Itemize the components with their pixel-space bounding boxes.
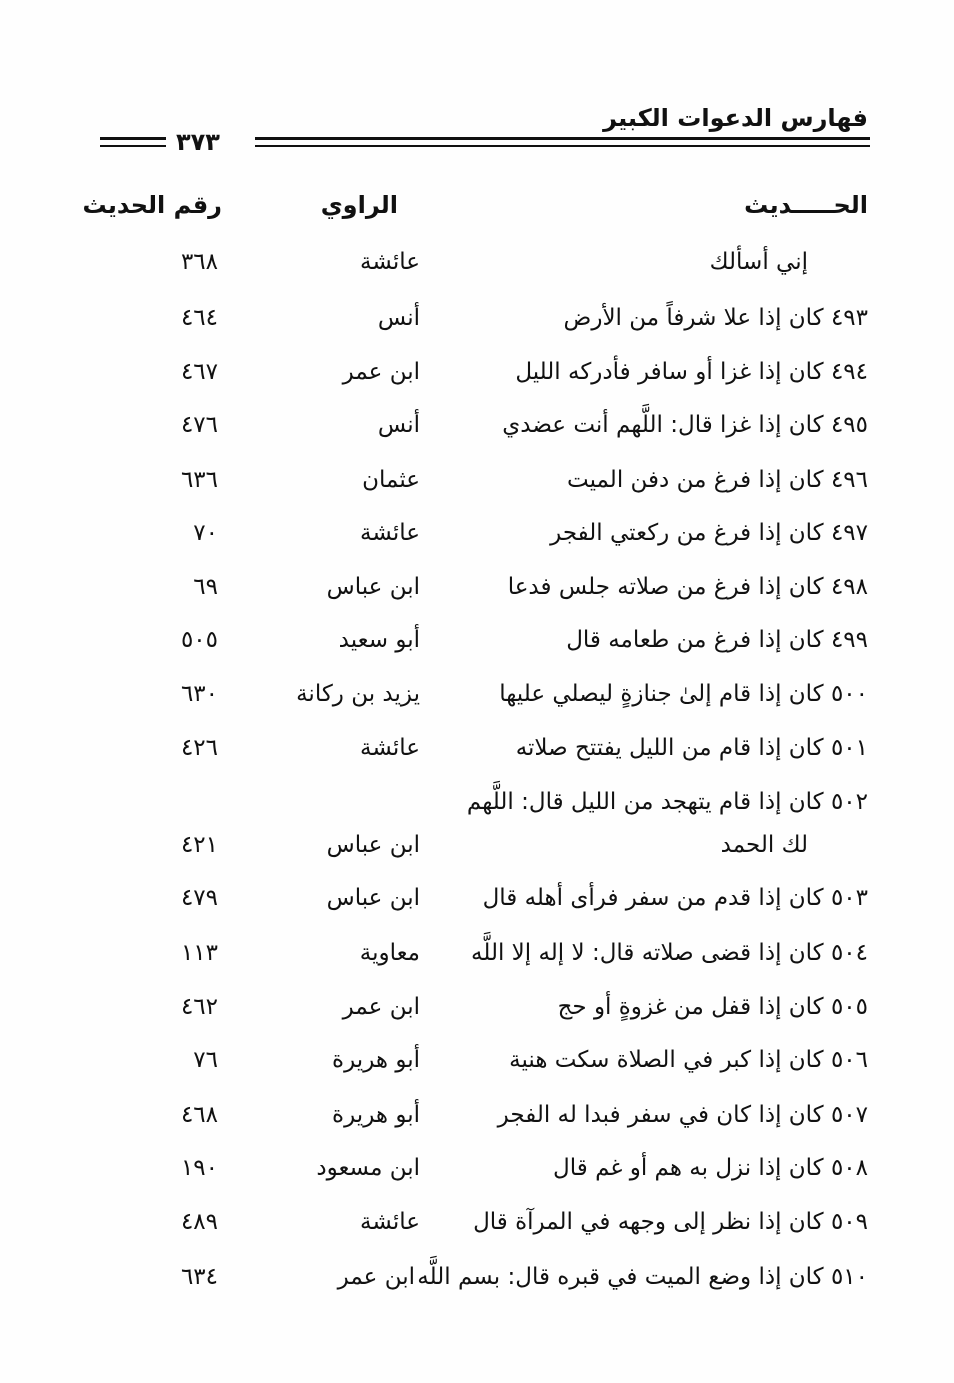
hadith-number: ٤٦٨ <box>180 1102 218 1128</box>
hadith-text: ٤٩٨ كان إذا فرغ من صلاته جلس فدعا <box>507 574 868 600</box>
hadith-number: ٤٨٩ <box>180 1209 218 1235</box>
hadith-number: ١٩٠ <box>180 1155 218 1181</box>
hadith-text: إني أسألك <box>709 249 808 275</box>
hadith-number: ٦٣٠ <box>180 681 218 707</box>
hadith-text: ٤٩٦ كان إذا فرغ من دفن الميت <box>566 467 868 493</box>
narrator-name: ابن عمر <box>342 994 420 1020</box>
hadith-number: ٧٠ <box>193 520 218 546</box>
column-header-narrator: الراوي <box>320 191 398 219</box>
hadith-number: ٦٣٦ <box>180 467 218 493</box>
narrator-name: ابن عباس <box>326 574 420 600</box>
column-header-hadith: الحـــــديث <box>744 191 868 219</box>
hadith-text: ٥٠٧ كان إذا كان في سفر فبدا له الفجر <box>497 1102 868 1128</box>
hadith-text: ٤٩٣ كان إذا علا شرفاً من الأرض <box>563 305 868 331</box>
narrator-name: ابن عمر <box>342 359 420 385</box>
narrator-name: معاوية <box>359 940 420 966</box>
narrator-name: ابن مسعود <box>316 1155 420 1181</box>
hadith-number: ٤٢١ <box>180 832 218 858</box>
hadith-text: ٤٩٤ كان إذا غزا أو سافر فأدركه الليل <box>515 359 868 385</box>
header-rule-short-thin <box>100 145 166 147</box>
narrator-name: ابن عمر <box>337 1264 415 1290</box>
hadith-number: ٤٦٤ <box>180 305 218 331</box>
narrator-name: عثمان <box>362 467 420 493</box>
hadith-number: ٤٢٦ <box>180 735 218 761</box>
hadith-text: ٥٠٨ كان إذا نزل به هم أو غم قال <box>553 1155 868 1181</box>
hadith-number: ٧٦ <box>193 1047 218 1073</box>
hadith-text: ٥٠٢ كان إذا قام يتهجد من الليل قال: اللَّهم <box>466 789 868 815</box>
hadith-text: ٤٩٥ كان إذا غزا قال: اللَّهم أنت عضدي <box>502 412 868 438</box>
hadith-number: ٤٧٦ <box>180 412 218 438</box>
narrator-name: أنس <box>377 412 420 438</box>
header-rule-thick <box>255 137 870 140</box>
narrator-name: عائشة <box>360 735 420 761</box>
narrator-name: أبو سعيد <box>338 627 420 653</box>
hadith-number: ١١٣ <box>180 940 218 966</box>
hadith-text: ٥٠٥ كان إذا قفل من غزوةٍ أو حج <box>557 994 868 1020</box>
hadith-text: ٥٠٤ كان إذا قضى صلاته قال: لا إله إلا اللَّه <box>471 940 868 966</box>
hadith-number: ٦٩ <box>193 574 218 600</box>
narrator-name: عائشة <box>360 520 420 546</box>
hadith-text: ٥٠٦ كان إذا كبر في الصلاة سكت هنية <box>509 1047 868 1073</box>
column-header-number: رقم الحديث <box>82 191 222 219</box>
narrator-name: ابن عباس <box>326 885 420 911</box>
hadith-text: ٥٠٩ كان إذا نظر إلى وجهه في المرآة قال <box>473 1209 868 1235</box>
hadith-text-continuation: لك الحمد <box>720 832 808 858</box>
narrator-name: عائشة <box>360 249 420 275</box>
running-title: فهارس الدعوات الكبير <box>603 104 868 132</box>
narrator-name: أبو هريرة <box>332 1047 420 1073</box>
hadith-number: ٥٠٥ <box>180 627 218 653</box>
narrator-name: يزيد بن ركانة <box>296 681 420 707</box>
header-rule-short-thick <box>100 137 166 140</box>
hadith-text: ٥٠١ كان إذا قام من الليل يفتتح صلاته <box>515 735 868 761</box>
hadith-text: ٥٠٠ كان إذا قام إلىٰ جنازةٍ ليصلي عليها <box>499 681 868 707</box>
hadith-text: ٥٠٣ كان إذا قدم من سفر فرأى أهله قال <box>482 885 868 911</box>
hadith-text: ٥١٠ كان إذا وضع الميت في قبره قال: بسم اللَّه <box>417 1264 868 1290</box>
narrator-name: ابن عباس <box>326 832 420 858</box>
hadith-text: ٤٩٧ كان إذا فرغ من ركعتي الفجر <box>550 520 868 546</box>
narrator-name: أنس <box>377 305 420 331</box>
hadith-text: ٤٩٩ كان إذا فرغ من طعامه قال <box>566 627 868 653</box>
header-rule-thin <box>255 145 870 147</box>
hadith-number: ٤٧٩ <box>180 885 218 911</box>
narrator-name: أبو هريرة <box>332 1102 420 1128</box>
hadith-number: ٣٦٨ <box>180 249 218 275</box>
hadith-number: ٤٦٧ <box>180 359 218 385</box>
hadith-number: ٤٦٢ <box>180 994 218 1020</box>
hadith-number: ٦٣٤ <box>180 1264 218 1290</box>
page-number: ٣٧٣ <box>176 128 220 156</box>
narrator-name: عائشة <box>360 1209 420 1235</box>
